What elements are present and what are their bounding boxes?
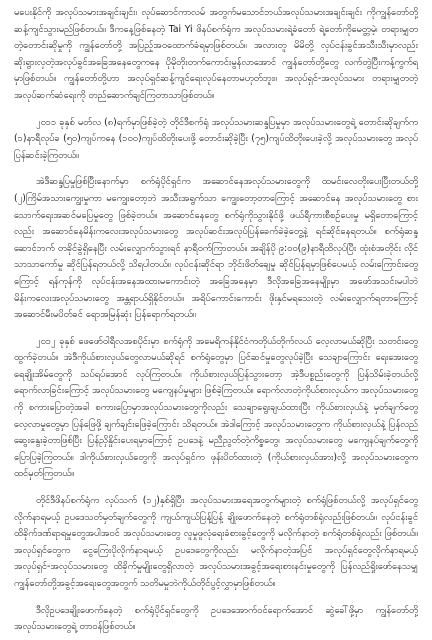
paragraph-gap — [14, 105, 418, 115]
paragraph-gap — [14, 593, 418, 603]
paragraph-3: အဲဒီဆန္ဒပြမှုဖြစ်ပြီးနောက်မှာ စက်ရုံပိုင်ရှင်က အဆောင်နေအလုပ်သမားတွေကို ထမင်းလေတိုးပေးပြီးတယ်တို့ (၂)ကြိမ်အသားကျွေးမှုကာ မကျွေးတော့ဘဲ အသီးအရွက်သာ ကျွေးတော့တာကြောင့် အဆောင်နေ အလုပ်သမားတွေ စားသောက်ရေးအဆင်မပြေမှုတွေ ဖြစ်ခဲ့တယ်။ အဆောင်နေတွေ စက်ရုံကိုသွားနိုင်ဖို့ ဖယ်ရီကားစီစဉ်ပေးမှု မရှိတောကြောင့်လည်း အဆောင်နေမိန်းကလေးအလုပ်သမားတွေ အလုပ်ဆင်းအလုပ်ပြန်ခေက်ခဲခဲ့တွေ့နဲ့ ရင်ဆိုင်နေရတယ်။ စက်ရုံဆန္ဒဆောင်ဘက် တခိုင်ခွဲရှိနေပြီး လမ်းလျှောက်သွားရင် နာရီဝက်ကြာတယ်။ အချိန်ပို ၉:၀၀(၉)နာရီထိလုပ်ပြီး ထုံးစံအတိုင်း လိုင်သာသာကော်မှု ဆိုင်ပြန်ရတယ်လို့ သိရပါတယ်။ လုပ်ငန်းဆိုင်ရာ ဘိုင်းဖိတ်ချေမှု ဆိုင်ပြန်ရမှာဖြစ်ပေမယ့် လမ်းကြောင်းတွေကြောင့် ရန်ကုန်ကို လုပ်ငန်းအနေအထားမကောင်းတဲ့ အခြေအနေမှာ ဒီလိုအခြေအနေမျိုးမှာ အဖော်အသင်းမပါဘဲ မိန်းကလေးအလုပ်သမားတွေ အန္တရာယ်ရှိနိုင်တယ်။ အရိပ်ကောင်းကောင်း ဖိုးနှင်မရသေးတဲ့ လမ်းလျှောက်ရတာကြောင့် အဆောင်မီးမပိတ်ခင် ရောအမြန်ဆုံး ပြန်ရောက်ရတယ်။ — [14, 176, 418, 321]
paragraph-5: တိုင်ဒီဖိနပ်စက်ရုံက လုပ်သက် (၁၂)နှစ်ရှိပြီး အလုပ်သမားအရေအတွက်များတဲ့ စက်ရုံဖြစ်တယ်လို့ အလုပ်ရှင်တွေလိုက်နာရမယ့် ဥပဒေသတ်မှတ်ချက်တွေကို ကျယ်ကျယ်ပြန့်ပြန့် ချိုးဖောက်နေတဲ့ စက်ရုံတစ်ရုံလည်းဖြစ်တယ်။ လုပ်ငန်းခွင်ထိခိုက်ဒဏ်ရာရမှုတွေအပါအဝင် အလုပ်သမားတွေ လူမှုဖူလုံရေးခံစားခွင့်တွေကို မလိုက်နာတဲ့ စက်ရုံတစ်ရုံလည်း ဖြစ်တယ်။ အလုပ်ရှင်တွေက ငွေကြေးပိုလိုက်နာရမယ့် ဥပဒေတွေကိုလည်း မလိုက်နာတဲ့အပြင် အလုပ်ရှင်တွေလိုက်နာရမယ့် အလုပ်ရှင်-အလုပ်သမားတွေ ထိခိုက်မှုမျိုးတွေရှိလာတဲ့ အလုပ်သမားအခွင့်အရေးစားနင်းမှုတွေကို ပြန်လည်ရှိုးဖော်နေသမျှ ကျွန်တော်တို့အခွင့်အရေးတွေအတွက် သတိမမှုဘဲကိုယ်တိုင်ပွင့်လွှာမှာဖြစ်တယ်။ — [14, 495, 418, 589]
paragraph-2: ၂၀၁၁ ခုနှစ် မတ်လ (၈)ရက်မှာဖြစ်ခဲ့တဲ့ တိုင်ဒီစက်ရုံ အလုပ်သမားဆန္ဒပြမှုမှာ အလုပ်သမားတွေရဲ့ တောင်းဆိုချက်က (၁)နာရီလုပ်ခ (၅၀)ကျပ်ကနေ (၁၀၀)ကျပ်ထိတိုးပေးဖို့ တောင်းဆိုခဲ့ပြီး (၇၅)ကျပ်ထိတိုးပေးခဲ့လို့ အလုပ်သမားတွေ အလုပ်ပြန်ဆင်းခဲ့ကြတယ်။ — [14, 116, 418, 161]
paragraph-gap — [14, 324, 418, 334]
paragraph-1: မပေးနိုင်ကို အလုပ်သမားအချင်းချင်း၊ လုပ်ဆောင်ကာလမ် အတွက်မသောင်ဘယ်အလုပ်သမားအချင်းချင်း ကိုကျွန်တော်တို့ ဆန့်ကျင်သွားမည်ဖြစ်တယ်။ ဒီကနေ့ဖြစ်နေတဲ့ Tai Yi ဖိနပ်စက်ရုံက အလုပ်သမားရဲ့ခံတော် ရဲ့တော်ကိုမေတ္တမဲ့၊ တရားမျှတတဲ့တောင်းဆိုမှုကို ကျွန်တော်တို့ အပြည့်အဝထောက်ခံရမှာဖြစ်တယ်။ အလားတူ မိမိတို့ လုပ်ငန်းခွင်အသီးသီးမှာလည်း ဆိုးရွားလှတဲ့အလုပ်ခွင်အခြေအနေတွေကနေ ပိုမိုတိုးတက်ကောင်းမွန်လာအောင် ကျွန်တော်တို့တွေ လက်တွဲပြီးကန့်ကွက်ရမှာဖြစ်တယ်။ ကျွန်တော်တို့ဟာ အလုပ်ရှင်ဆန့်ကျင်ရေးလုပ်နေတာမဟုတ်ဘူး။ အလုပ်ရှင်-အလုပ်သမား တရားမျှတတဲ့အလုပ်ဆက်ဆံရေးကို တည်ဆောက်ချင်ကြတာသာဖြစ်တယ်။ — [14, 7, 418, 101]
paragraph-gap — [14, 483, 418, 493]
paragraph-4: ၂၀၁၂ ခုနှစ် ဖေဖော်ဝါရီလအစပိုင်းမှာ စက်ရုံကို အမေရိကန်နိုင်ငံကတိုယ်တိုက်လယ် လေ့လာမယ်ဆိုပြီး သတင်းတွေထွက်ခဲ့တယ်။ အဲဒီကိုယ်စားလှယ်တွေလာမယ်ဆိုရင် စက်ရုံတွေမှာ ပြင်ဆင်မှုတွေလုပ်ခဲ့ပြီး သေချာကြောင်း ရေးအေးတွေ ရေချိုးအိမ်တွေကို သပ်ရပ်အောင် လုပ်ကြတယ်။ ကိုယ်စားလှယ်ပြန်သွားတော့ အဲ့ဒီပစ္စည်းတွေကို ပြန်သိမ်းခဲ့တယ်လို့ ရောက်လာခြင်းကြောင့် အလုပ်သမားတွေ မကျေနပ်မှုများ ဖြစ်ခဲ့ကြတယ်။ ရောက်လာတဲ့ကိုယ်စားလှယ်က အလုပ်သမားတွေကို စကားပြောတဲ့အခါ စကားပြောမှာအလုပ်သမားတွေကိုလည်း သေချာရွေးချယ်ထားပြီး ကိုယ်စားလှယ်နဲ့ မှတ်ချက်တွေ လေ့လာမှုတွေမှာ ပြန်ဖြေဖို့ ချက်ချင်းဖြေခဲ့ကြောင်း သိရတယ်။ အဲဒါကြောင့် အလုပ်သမားတွေက ကိုယ်စားလှယ်နဲ့ ပြန်လည်ဆွေးနွေးခဲ့တာဖြစ်ပြီး ပြန်ညှိနှိုင်းပေးရမှာကြောင့် ဥပဒေနဲ့ မညီညွတ်တဲ့ကိစ္စတွေ၊ အလုပ်သမားတွေ မကျေနပ်ချက်တွေကို ပြောပြခဲ့ကြတယ်။ ဒါကိုယ်စားလှယ်တွေကို အလုပ်ရှင်က ဖုန်းပိတ်ထားတဲ့ (ကိုယ်စားလှယ်အား)လို့ အလုပ်သမားတွေက ထင်မှတ်ကြတယ်။ — [14, 335, 418, 480]
paragraph-6: ဒီလိုဥပဒေချိုးဖောက်နေတဲ့ စက်ရုံပိုင်ရှင်တွေကို ဥပဒေအောက်ဝင်ရောက်အောင် ဆွဲခေါ်ဖို့မှာ ကျွန်တော်တို့ အလုပ်သမားတွေရဲ့ တာဝန်ဖြစ်တယ်။ — [14, 604, 418, 633]
paragraph-gap — [14, 164, 418, 174]
